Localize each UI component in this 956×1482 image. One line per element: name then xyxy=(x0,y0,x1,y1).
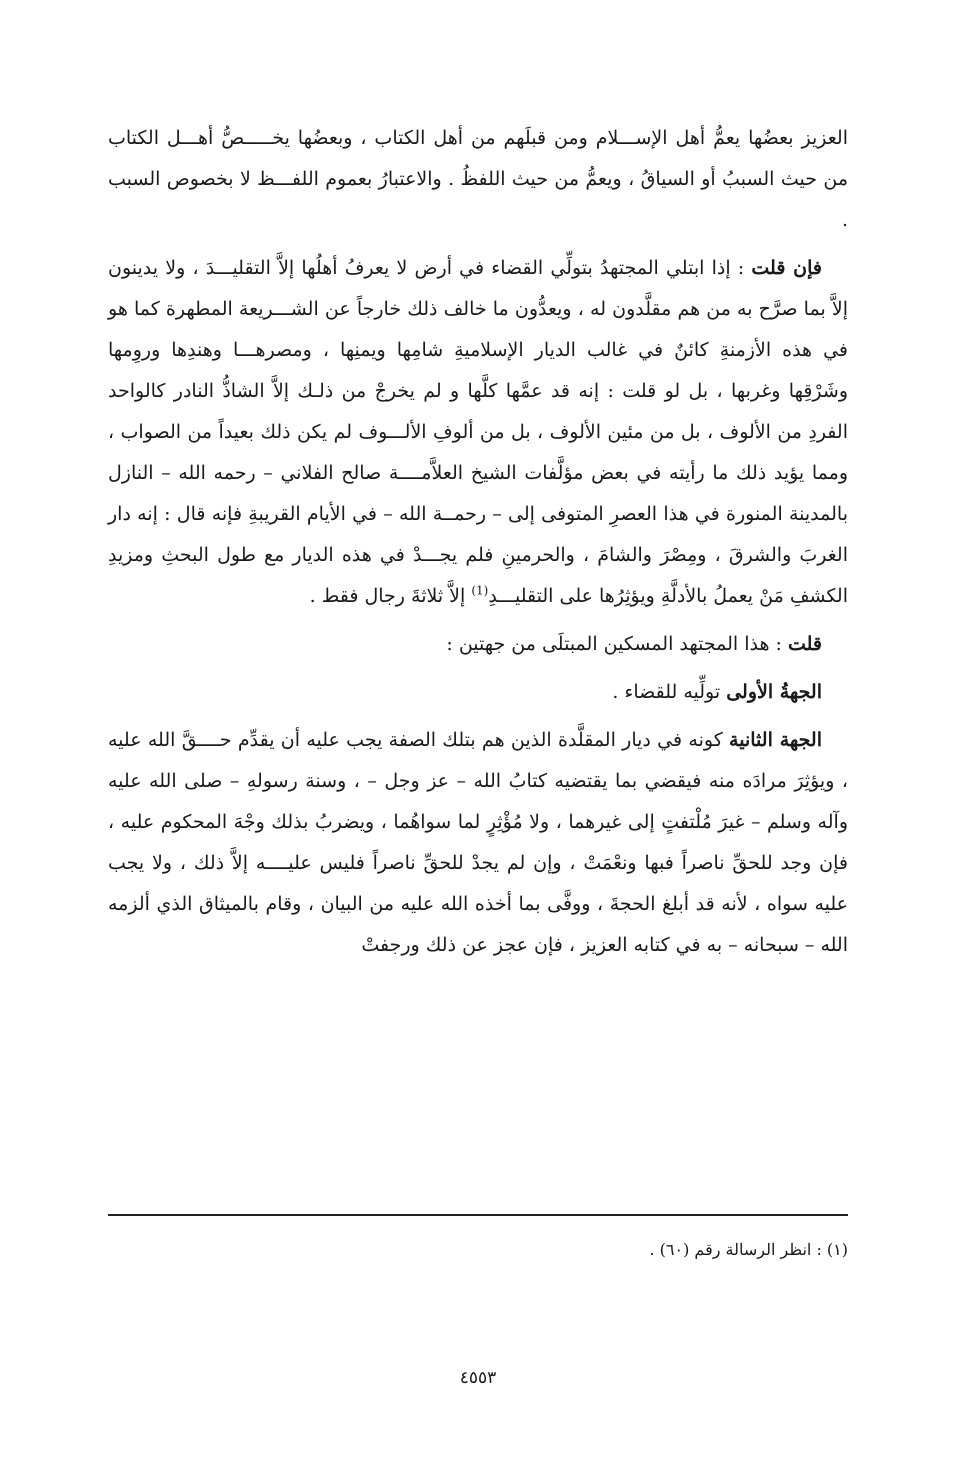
paragraph-tail: إلاَّ ثلاثةَ رجال فقط . xyxy=(309,585,472,607)
paragraph-lead: قلت xyxy=(787,633,822,655)
paragraph-first-aspect xyxy=(108,672,848,713)
footnote-reference: (1) xyxy=(471,583,489,598)
paragraph-continuation xyxy=(108,118,848,241)
paragraph-lead: الجهة الثانية xyxy=(729,729,822,751)
main-text-block xyxy=(108,118,848,973)
paragraph-text: تولِّيه للقضاء . xyxy=(612,681,727,703)
paragraph-second-aspect xyxy=(108,720,848,966)
paragraph-lead: الجهةُ الأولى xyxy=(726,681,822,703)
paragraph-text: : إذا ابتلي المجتهدُ بتولِّي القضاء في أرض لا يعرفُ أهلُها إلاَّ التقليـــدَ ، ولا يدينون إلاَّ بما صرَّح به من هم مقلَّدون له ، ويعدُّون ما خالف ذلك خارجاً عن الشـــريعة المطهرة كما هو في هذه الأزمنةِ كائنٌ في غالب الديار الإسلاميةِ شامِها ويمنِها ، ومصرهـــا وهندِها وروِمها وشَرْقِها وغربها ، بل لو قلت : إنه قد عمَّها كلَّها و لم يخرجْ من ذلـك إلاَّ الشاذُّ النادر كالواحد الفردِ من الألوف ، بل من مئين الألوف ، بل من ألوفِ الألـــوف لم يكن ذلك بعيداً من الصواب ، ومما يؤيد ذلك ما رأيته في بعض مؤلَّفات الشيخ العلاَّمــــة صالح الفلاني – رحمه الله – النازل بالمدينة المنورة في هذا العصرِ المتوفى إلى – رحمــة الله – في الأيام القريبةِ فإنه قال : إنه دار الغربَ والشرقَ ، ومِصْرَ والشامَ ، والحرمينِ فلم يجـــدْ في هذه الديار مع طول البحثِ ومزيدِ الكشفِ مَنْ يعملُ بالأدلَّةِ ويؤثِرُها على التقليـــدِ xyxy=(108,257,848,607)
footnote-divider xyxy=(108,1214,848,1216)
page-number: ٤٥٥٣ xyxy=(459,1368,497,1388)
paragraph-answer xyxy=(108,624,848,665)
footnote: (١) : انظر الرسالة رقم (٦٠) . xyxy=(649,1240,848,1259)
paragraph-lead: فإن قلت xyxy=(751,257,823,279)
paragraph-text: العزيز بعضُها يعمُّ أهل الإســـلام ومن قبلَهم من أهل الكتاب ، وبعضُها يخـــــصُّ أهـــل الكتاب من حيث السببُ أو السياقُ ، ويعمُّ من حيث اللفظُ . والاعتبارُ بعموم اللفـــظ لا بخصوص السبب . xyxy=(108,127,848,231)
paragraph-text: : هذا المجتهد المسكين المبتلَى من جهتين : xyxy=(446,633,788,655)
paragraph-question xyxy=(108,248,848,617)
paragraph-text: كونه في ديار المقلَّدة الذين هم بتلك الصفة يجب عليه أن يقدِّم حــــقَّ الله عليه ، ويؤثِرَ مرادَه منه فيقضي بما يقتضيه كتابُ الله – عز وجل – ، وسنة رسولهِ – صلى الله عليه وآله وسلم – غيرَ مُلْتفتٍ إلى غيرهما ، ولا مُؤْثِرٍ لما سواهُما ، ويضربُ بذلك وجْهَ المحكوم عليه ، فإن وجد للحقِّ ناصراً فبها ونعْمَتْ ، وإن لم يجدْ للحقِّ ناصراً فليس عليــــه إلاَّ ذلك ، ولا يجب عليه سواه ، لأنه قد أبلغ الحجةَ ، ووفَّى بما أخذه الله عليه من البيان ، وقام بالميثاق الذي ألزمه الله – سبحانه – به في كتابه العزيز ، فإن عجز عن ذلك ورجفتْ xyxy=(108,729,848,956)
